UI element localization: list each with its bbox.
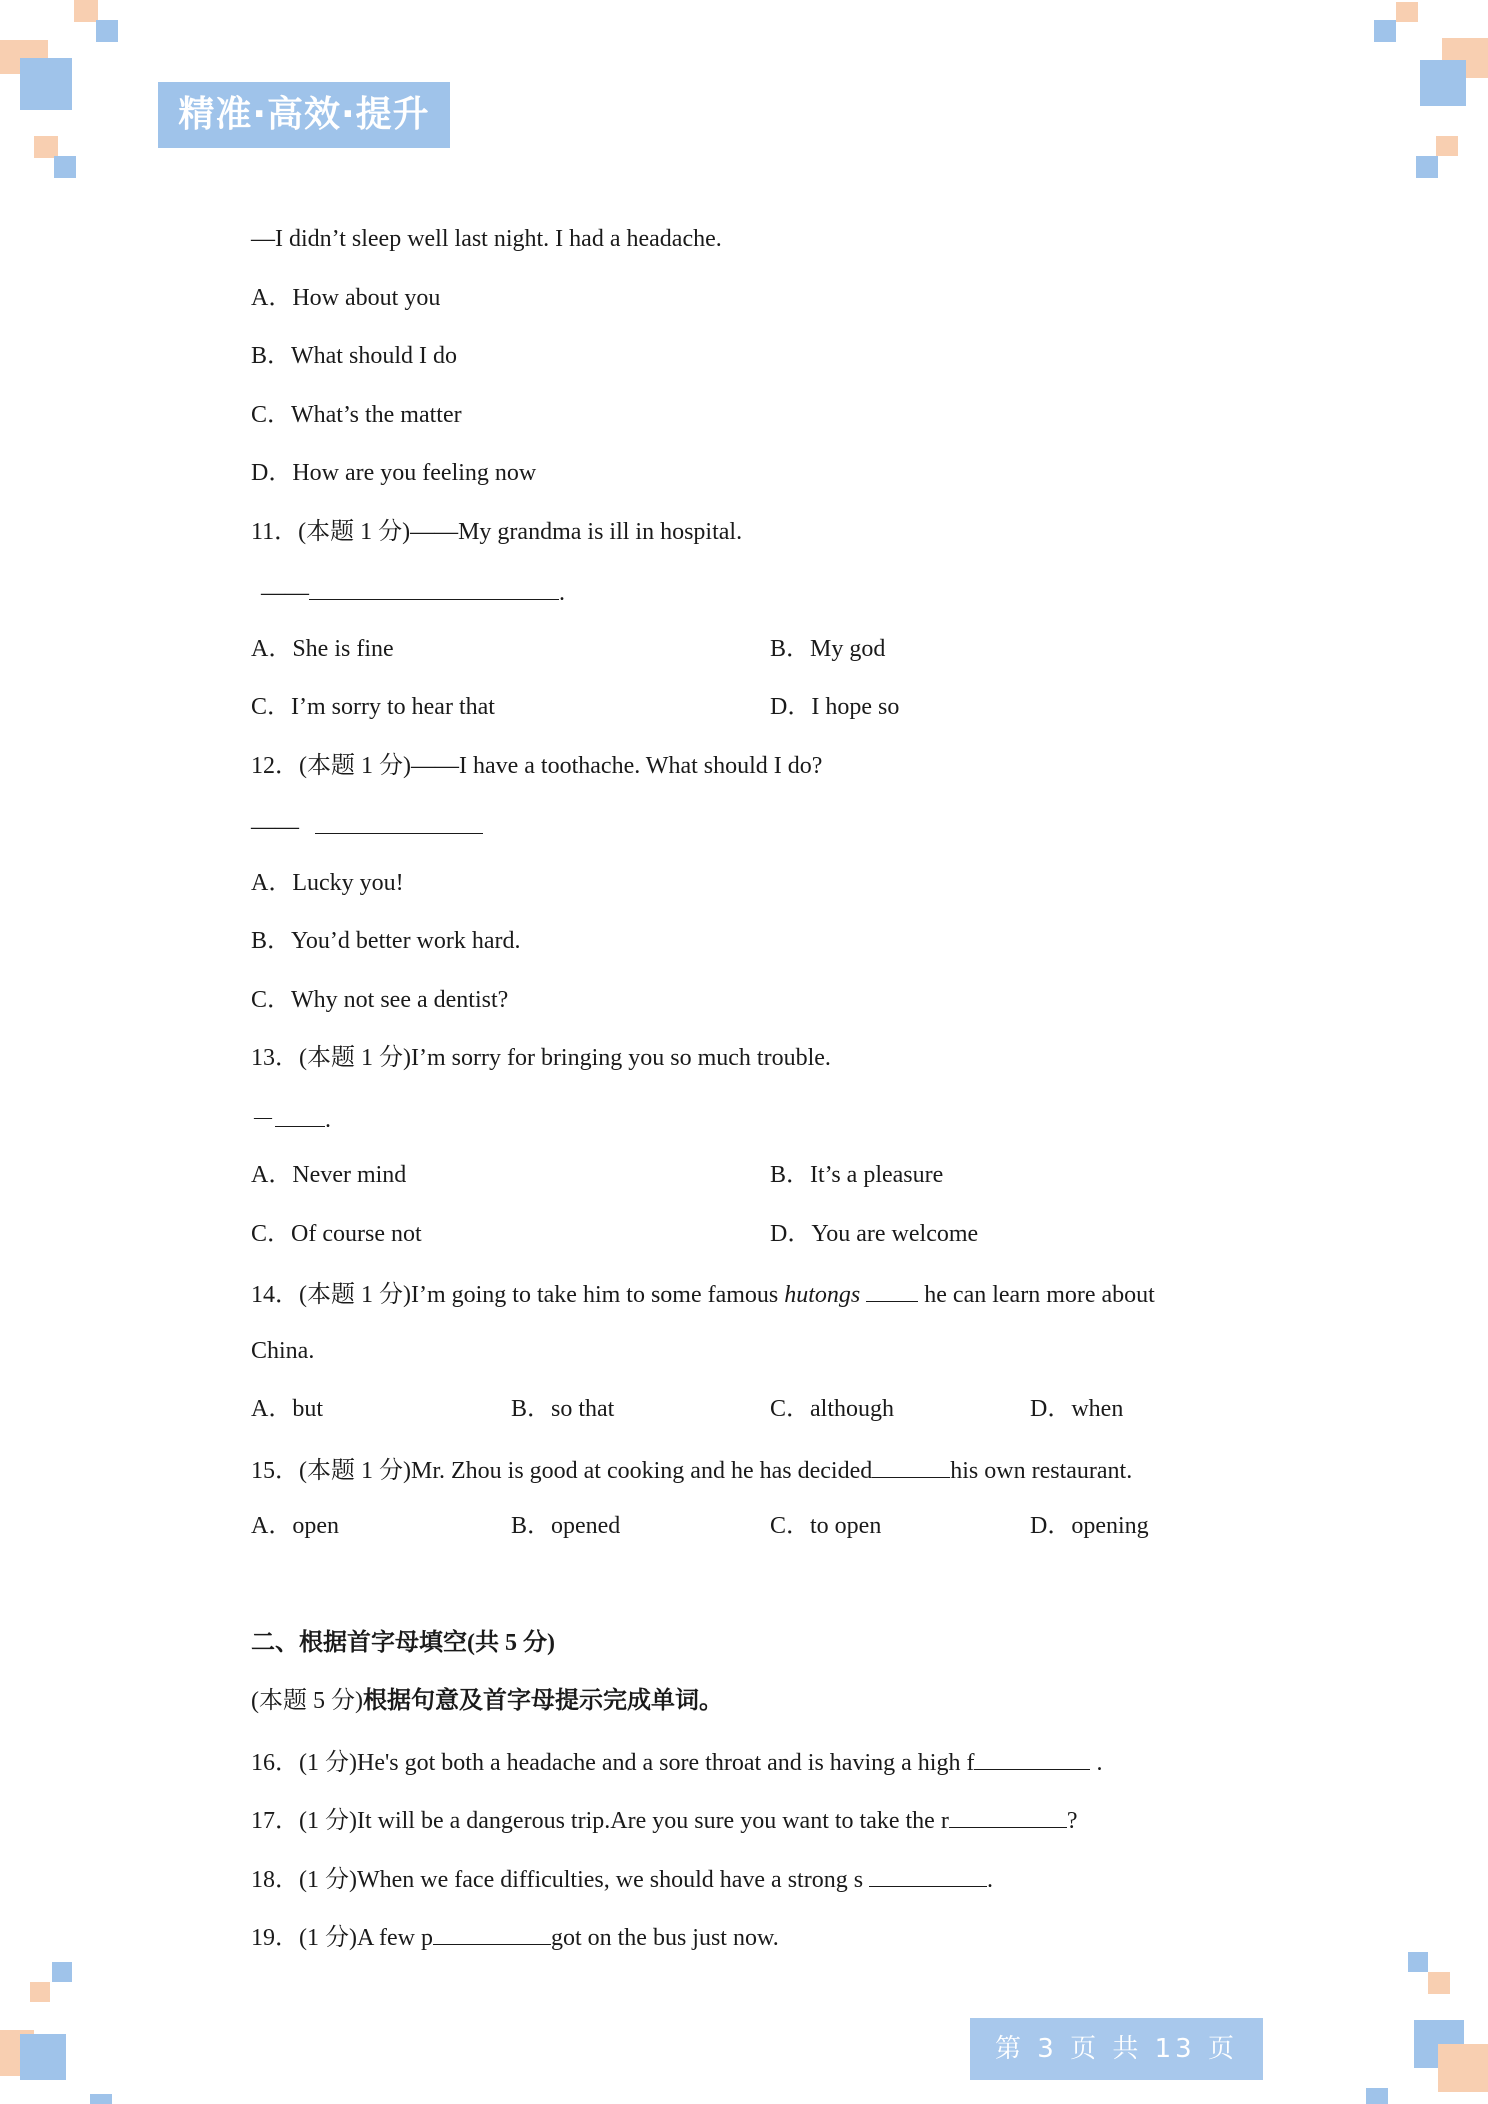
section2-title: 二、根据首字母填空(共 5 分) <box>251 1629 555 1656</box>
q14-stem-part1: 14．(本题 1 分)I’m going to take him to some famous <box>251 1282 785 1308</box>
q15-option-d: D．opening <box>1030 1513 1149 1539</box>
q13-options-row-2 <box>251 1213 1251 1272</box>
section2-instruction <box>251 1680 1251 1739</box>
q17-part1: 17．(1 分)It will be a dangerous trip.Are you sure you want to take the r <box>251 1808 949 1834</box>
q19 <box>251 1914 1251 1973</box>
q13-stem: 13．(本题 1 分)I’m sorry for bringing you so much trouble. <box>251 1045 831 1071</box>
q18 <box>251 1856 1251 1915</box>
q11-options-row-1 <box>251 628 1251 687</box>
q14-option-b: B．so that <box>511 1396 615 1422</box>
q11-answer-blank <box>309 569 559 600</box>
q14-stem-italic: hutongs <box>784 1282 861 1308</box>
q13-option-b: B．It’s a pleasure <box>770 1162 944 1188</box>
section2-instruction-bold: 根据句意及首字母提示完成单词。 <box>362 1688 723 1714</box>
q10-option-c: C．What’s the matter <box>251 401 462 428</box>
q19-part2: got on the bus just now. <box>550 1925 779 1951</box>
q12-answer-blank <box>315 803 483 834</box>
q15-stem-part2: his own restaurant. <box>950 1457 1133 1484</box>
q16-part1: 16．(1 分)He's got both a headache and a sore throat and is having a high f <box>251 1749 975 1776</box>
q11-blank-suffix: . <box>559 580 565 606</box>
q19-part1: 19．(1 分)A few p <box>251 1925 433 1951</box>
q13-blank-prefix: － <box>251 1106 275 1133</box>
q10-option-b: B．What should I do <box>251 343 457 369</box>
q16 <box>251 1739 1251 1798</box>
q11-answer-line <box>251 569 1251 628</box>
q10-option-a: A．How about you <box>251 284 441 311</box>
q15-stem-part1: 15．(本题 1 分)Mr. Zhou is good at cooking and he has decided <box>251 1457 873 1484</box>
q15-option-a: A．open <box>251 1513 339 1539</box>
q11-blank-prefix: —— <box>261 580 309 606</box>
q15-option-b: B．opened <box>511 1513 621 1539</box>
q13-option-a: A．Never mind <box>251 1162 407 1188</box>
section2-instruction-prefix: (本题 5 分) <box>251 1688 363 1714</box>
q18-part1: 18．(1 分)When we face difficulties, we should have a strong s <box>251 1866 870 1893</box>
q19-answer-blank <box>433 1914 551 1945</box>
q15-stem <box>251 1447 1251 1506</box>
q11-option-b: B．My god <box>770 635 886 662</box>
q13-options-row-1 <box>251 1154 1251 1213</box>
q14-answer-blank <box>866 1271 918 1302</box>
q15-answer-blank <box>872 1447 950 1478</box>
q12-answer-line <box>251 803 1251 862</box>
q10-response: —I didn’t sleep well last night. I had a headache. <box>251 226 722 252</box>
q18-answer-blank <box>869 1856 987 1887</box>
q11-stem: 11．(本题 1 分)——My grandma is ill in hospital. <box>251 518 743 545</box>
q12-stem: 12．(本题 1 分)——I have a toothache. What should I do? <box>251 752 823 779</box>
q15-option-c: C．to open <box>770 1513 882 1539</box>
q17 <box>251 1797 1251 1856</box>
q17-part2: ? <box>1066 1808 1078 1834</box>
header-badge: 精准·高效·提升 <box>158 82 450 148</box>
q12-option-a: A．Lucky you! <box>251 869 404 896</box>
q12-option-b: B．You’d better work hard. <box>251 928 521 954</box>
q18-part2: . <box>987 1866 994 1893</box>
q11-option-a: A．She is fine <box>251 635 394 662</box>
q14-stem-part2: he can learn more about <box>918 1282 1155 1308</box>
q17-answer-blank <box>949 1797 1067 1828</box>
q14-option-a: A．but <box>251 1396 323 1422</box>
q13-answer-line <box>251 1096 1251 1155</box>
q11-option-d: D．I hope so <box>770 694 900 720</box>
q14-option-d: D．when <box>1030 1396 1124 1422</box>
q15-options-row <box>251 1505 1251 1564</box>
q13-blank-suffix: . <box>325 1106 331 1133</box>
q11-options-row-2 <box>251 686 1251 745</box>
page-number: 第 3 页 共 13 页 <box>970 2018 1263 2080</box>
q13-answer-blank <box>275 1096 325 1127</box>
q16-answer-blank <box>974 1739 1090 1770</box>
q13-option-c: C．Of course not <box>251 1220 422 1247</box>
q10-option-d: D．How are you feeling now <box>251 460 537 486</box>
q16-part2: . <box>1090 1749 1103 1776</box>
q14-options-row <box>251 1388 1251 1447</box>
q14-stem <box>251 1271 1251 1330</box>
q12-blank-prefix: —— <box>251 814 299 840</box>
q12-option-c: C．Why not see a dentist? <box>251 986 509 1013</box>
q13-option-d: D．You are welcome <box>770 1220 979 1247</box>
q14-stem-line2: China. <box>251 1337 315 1364</box>
page-content <box>251 218 1251 1973</box>
q11-option-c: C．I’m sorry to hear that <box>251 694 495 720</box>
q14-option-c: C．although <box>770 1396 894 1422</box>
